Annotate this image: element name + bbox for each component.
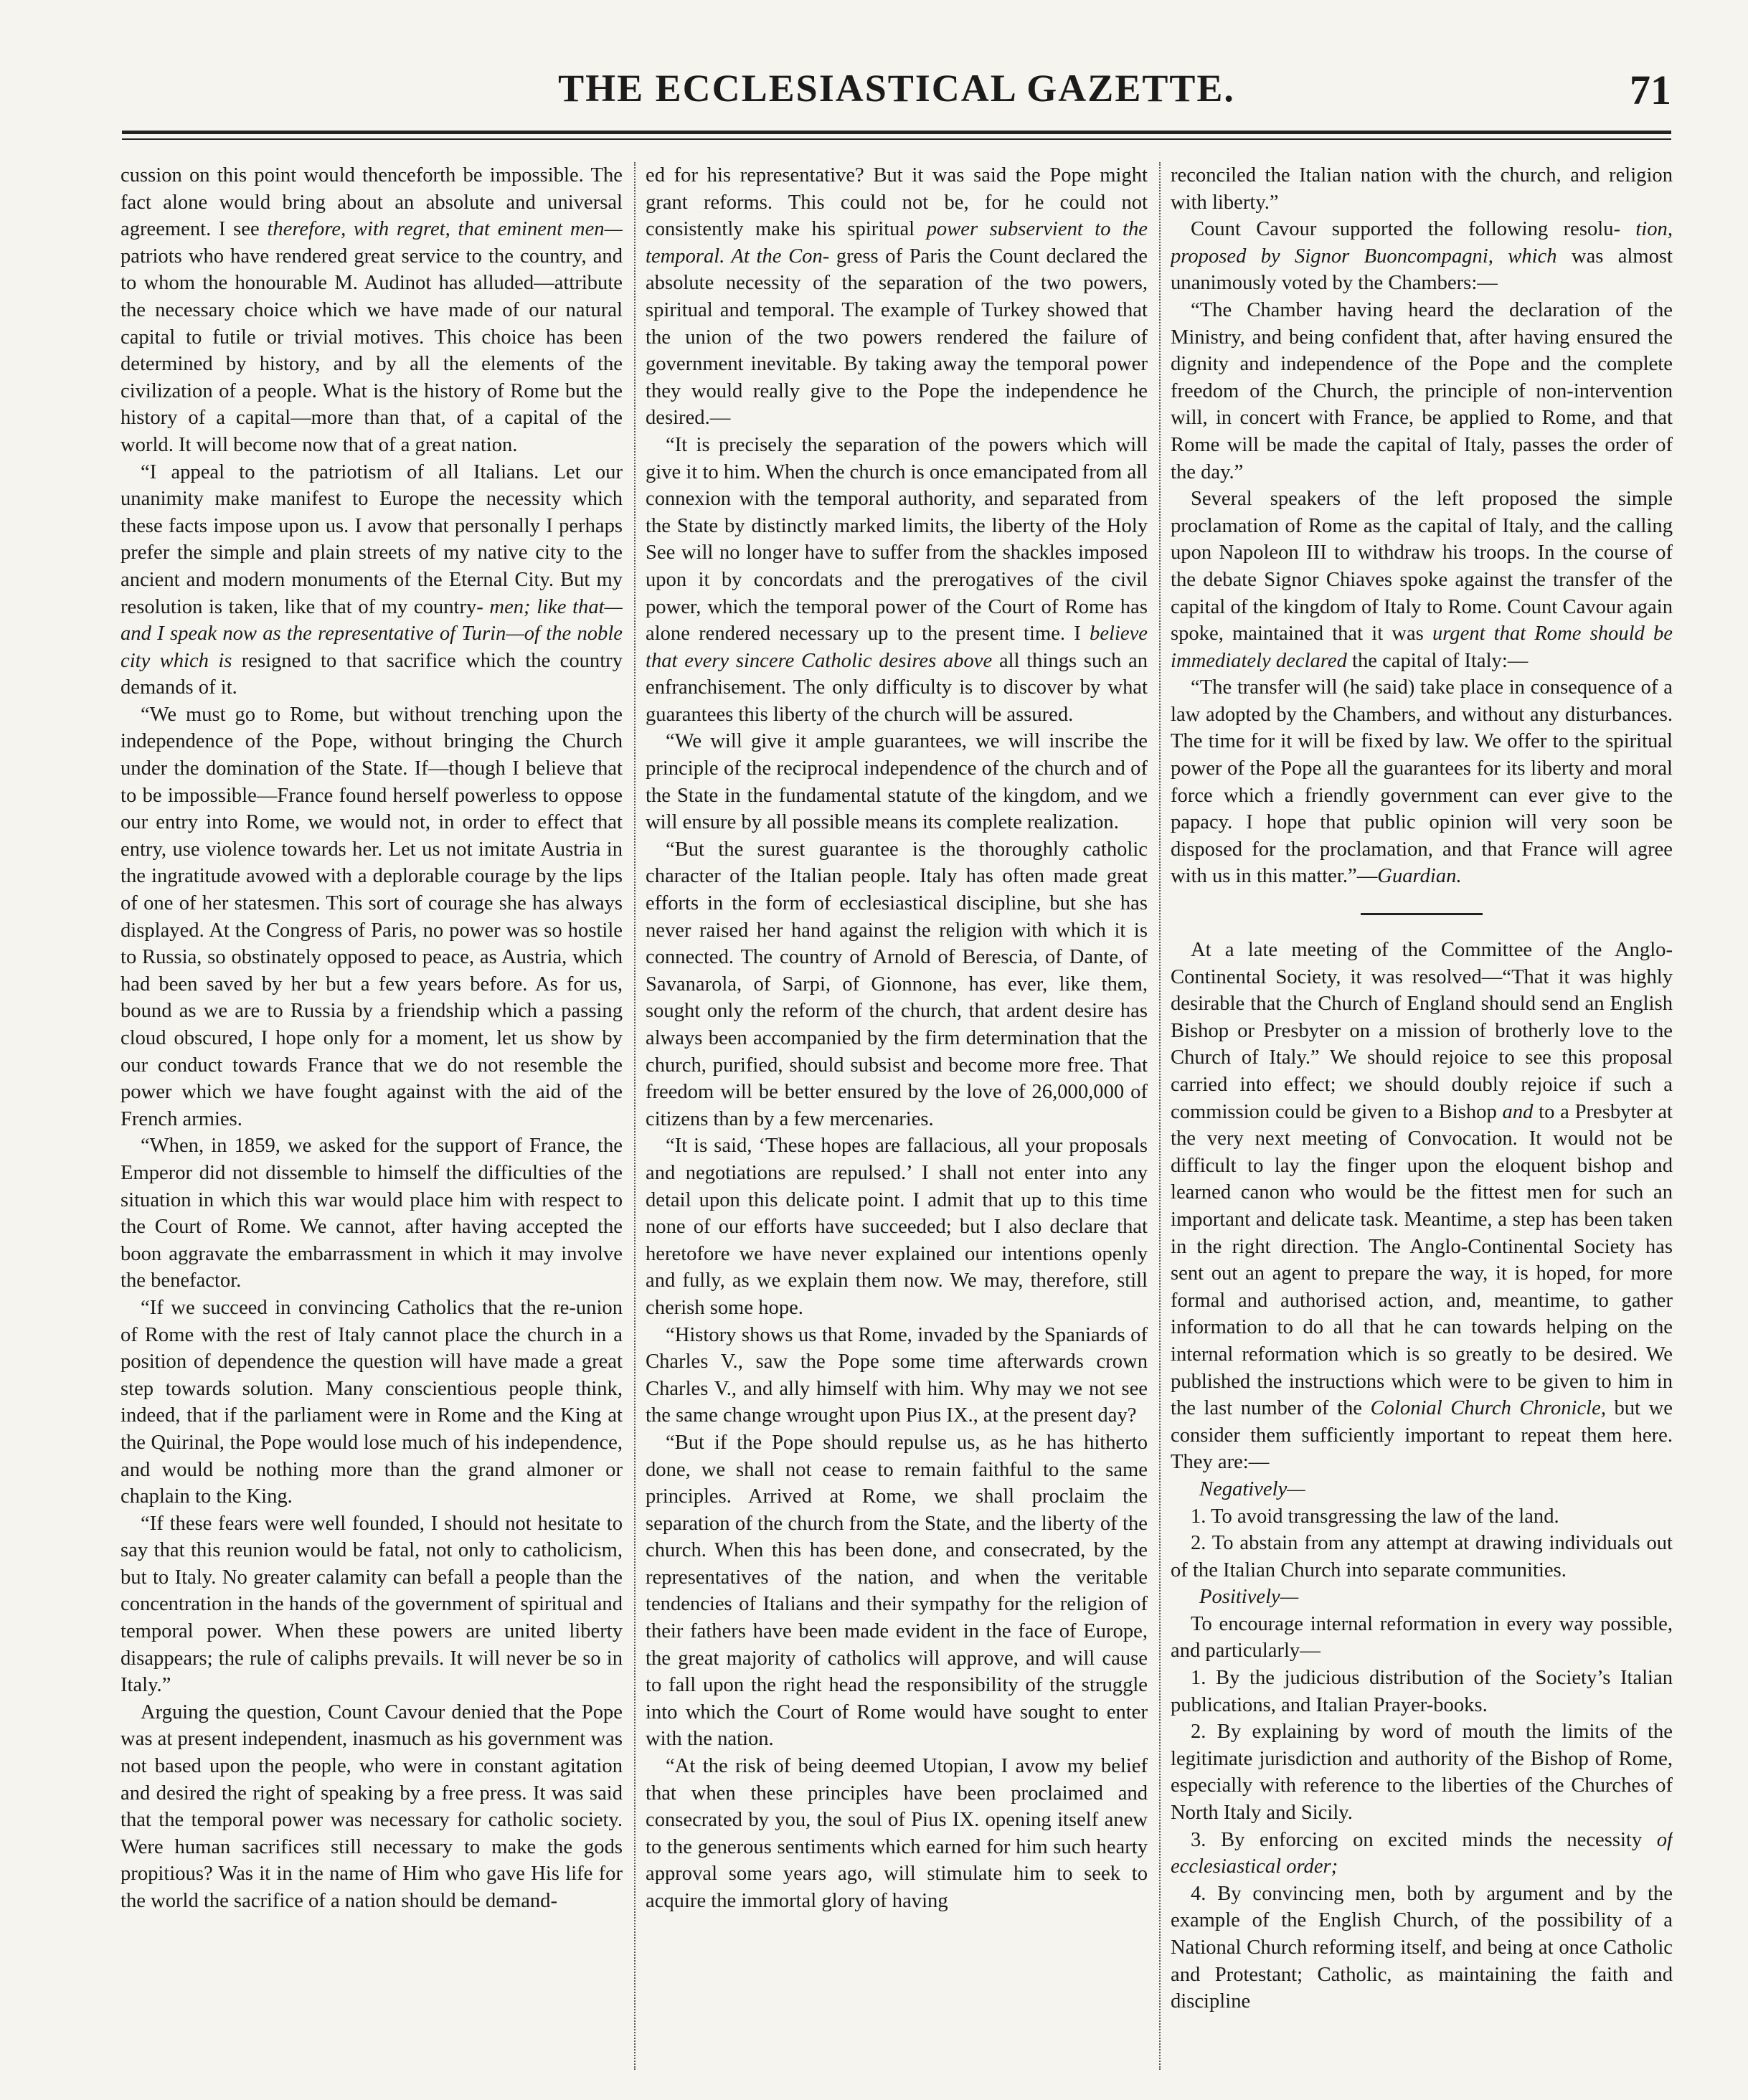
paragraph: Arguing the question, Count Cavour denied that the Pope was at present independent, inasmuch as his government was not based upon the people, who were in constant agitation and desired the right of speaking by a free press. It was said that the temporal power was necessary for catholic society. Were human sacrifices still necessary to make the gods propitious? Was it in the name of Him who gave His life for the world the sacrifice of a nation should be demand- <box>121 1701 623 1912</box>
paragraph: To encourage internal reformation in every way possible, and particularly— <box>1171 1612 1673 1662</box>
list-item: 1. To avoid transgressing the law of the land. <box>1191 1505 1559 1528</box>
paragraph: “We must go to Rome, but without trenching upon the independence of the Pope, without bringing the Church under the domination of the State. If—though I believe that to be impossible—France found herself powerless to oppose our entry into Rome, we would not, in order to effect that entry, use violence towards her. Let us not imitate Austria in the ingratitude avowed with a deplorable courage by the lips of one of her statesmen. This sort of courage she has always displayed. At the Congress of Paris, no power was so hostile to Russia, so obstinately opposed to peace, as Austria, which had been saved by her but a few years before. As for us, bound as we are to Russia by a friendship which a passing cloud obscured, I hope only for a moment, let us show by our conduct towards France that we do not resemble the power which we have fought against with the aid of the French armies. <box>121 703 623 1130</box>
column-divider <box>1159 162 1161 2070</box>
text-run: to a Presbyter at the very next meeting of Convocation. It would not be difficult to lay the finger upon the eloquent bishop and learned canon who would be the fittest men for such an important and delicate task. Meantime, a step has been taken in the right direction. The Anglo-Continental Society has sent out an agent to prepare the way, it is hoped, for more formal and authorised action, and, meantime, to gather information to do all that he can towards helping on the internal reformation which is so greatly to be desired. We published the instructions which were to be given to him in the last number of the <box>1171 1100 1673 1420</box>
source-credit: Guardian. <box>1377 865 1462 888</box>
text-run: “It is precisely the separation of the powers which will give it to him. When the church is once emancipated from all connexion with the temporal authority, and separated from the State by distinctly marked limits, the liberty of the Holy See will no longer have to suffer from the shackles imposed upon it by concordats and the prerogatives of the civil power, which the temporal power of the Court of Rome has alone rendered necessary up to the present time. I <box>646 433 1148 645</box>
text-run: gress of Paris the Count declared the absolute necessity of the separation of the two powers, spiritual and temporal. The example of Turkey showed that the union of the two powers rendered the failure of government inevitable. By taking away the temporal power they would really give to the Pope the independence he desired.— <box>646 245 1148 430</box>
column-3 <box>1171 162 1673 2070</box>
paragraph: “We will give it ample guarantees, we will inscribe the principle of the reciprocal independence of the church and of the State in the fundamental statute of the kingdom, and we will ensure by all possible means its complete realization. <box>646 730 1148 834</box>
section-separator <box>1361 913 1483 915</box>
text-run: and <box>1502 1100 1534 1123</box>
text-run: urgent that Rome should be immediately declared <box>1171 623 1673 672</box>
text-run: believe that every sincere Catholic desires above <box>646 623 1148 672</box>
column-divider <box>634 162 636 2070</box>
text-run: 3. By enforcing on excited minds the necessity <box>1191 1828 1643 1851</box>
paragraph <box>646 432 1148 729</box>
paragraph <box>121 162 623 459</box>
column-1 <box>121 162 623 2070</box>
text-run: ed for his representative? But it was said the Pope might grant reforms. This could not be, for he could not consistently make his spiritual <box>646 164 1148 241</box>
text-run: of ecclesiastical order; <box>1171 1828 1673 1878</box>
text-run: was almost unanimously voted by the Chambers:— <box>1171 245 1673 295</box>
paragraph: “It is said, ‘These hopes are fallacious, all your proposals and negotiations are repulsed.’ I shall not enter into any detail upon this delicate point. I admit that up to this time none of our efforts have succeeded; but I also declare that heretofore we have never explained our intentions openly and fully, as we explain them now. We may, therefore, still cherish some hope. <box>646 1135 1148 1319</box>
running-head <box>122 66 1671 123</box>
list-item <box>1171 1827 1673 1881</box>
header-rule-thin <box>122 138 1671 140</box>
subheading-negatively: Negatively— <box>1199 1477 1305 1500</box>
text-run: “I appeal to the patriotism of all Italians. Let our unanimity make manifest to Europe the necessity which these facts impose upon us. I avow that personally I perhaps prefer the simple and plain streets of my native city to the ancient and modern monuments of the Eternal City. But my resolution is taken, like that of my country- <box>121 460 623 618</box>
text-run: men; like that—and I speak now as the representative of Turin—of the noble city which is <box>121 595 623 672</box>
paragraph <box>1171 674 1673 890</box>
paragraph <box>1171 486 1673 674</box>
text-run: cussion on this point would thenceforth be impossible. The fact alone would bring about an absolute and universal agreement. I see <box>121 164 623 241</box>
list-item: 1. By the judicious distribution of the Society’s Italian publications, and Italian Prayer-books. <box>1171 1667 1673 1716</box>
list-item: 2. To abstain from any attempt at drawing individuals out of the Italian Church into separate communities. <box>1171 1532 1673 1581</box>
text-run: power subservient to the temporal. At the Con- <box>646 218 1148 268</box>
page-number: 71 <box>1630 67 1671 113</box>
text-run: all things such an enfranchisement. The only difficulty is to discover by what guarantees this liberty of the church will be assured. <box>646 649 1148 726</box>
paragraph: reconciled the Italian nation with the church, and religion with liberty.” <box>1171 164 1673 214</box>
paragraph <box>1171 216 1673 297</box>
text-run: resigned to that sacrifice which the country demands of it. <box>121 649 623 699</box>
text-run: tion, proposed by Signor Buoncompagni, which <box>1171 218 1673 268</box>
header-rule <box>122 131 1671 134</box>
resolution-quote: “The Chamber having heard the declaration of the Ministry, and being confident that, after having ensured the dignity and independence of the Pope and the complete freedom of the Church, the principle of non-intervention will, in concert with France, be applied to Rome, and that Rome will be made the capital of Italy, passes the order of the day.” <box>1171 298 1673 483</box>
text-run: therefore, with regret, that eminent men— <box>267 218 623 241</box>
text-run: patriots who have rendered great service to the country, and to whom the honourable M. Audinot has alluded—attribute the necessary choice which we have made of our natural capital to futile or trivial motives. This choice has been determined by history, and by all the elements of the civilization of a people. What is the history of Rome but the history of a capital—more than that, of a capital of the world. It will become now that of a great nation. <box>121 245 623 456</box>
paragraph: “But if the Pope should repulse us, as he has hitherto done, we shall not cease to remain faithful to the same principles. Arrived at Rome, we shall proclaim the separation of the church from the State, and the liberty of the church. When this has been done, and consecrated, by the representatives of the nation, and when the veritable tendencies of Italians and their sympathy for the religion of their fathers have been made evident in the face of Europe, the great majority of catholics will approve, and will cause to fall upon the right head the responsibility of the struggle into which the Court of Rome would have sought to enter with the nation. <box>646 1431 1148 1751</box>
subheading-positively: Positively— <box>1199 1586 1299 1609</box>
text-run: Count Cavour supported the following resolu- <box>1191 218 1621 241</box>
text-run: “The transfer will (he said) take place in consequence of a law adopted by the Chambers, and without any disturbances. The time for it will be fixed by law. We offer to the spiritual power of the Pope all the guarantees for its liberty and moral force which a friendly government can ever give to the papacy. I hope that public opinion will very soon be disposed for the proclamation, and that France will agree with us in this matter.”— <box>1171 676 1673 888</box>
list-item: 4. By convincing men, both by argument and by the example of the English Church, of the possibility of a National Church reforming itself, and being at once Catholic and Protestant; Catholic, as maintaining the faith and discipline <box>1171 1882 1673 2013</box>
text-run: Several speakers of the left proposed the simple proclamation of Rome as the capital of Italy, and the calling upon Napoleon III to withdraw his troops. In the course of the debate Signor Chiaves spoke against the transfer of the capital of the kingdom of Italy to Rome. Count Cavour again spoke, maintained that it was <box>1171 488 1673 645</box>
paragraph: “When, in 1859, we asked for the support of France, the Emperor did not dissemble to himself the difficulties of the situation in which this war would place him with respect to the Court of Rome. We cannot, after having accepted the boon aggravate the embarrassment in which it may involve the benefactor. <box>121 1135 623 1292</box>
article-columns <box>121 162 1673 2070</box>
paragraph <box>121 459 623 701</box>
paragraph: “If we succeed in convincing Catholics that the re-union of Rome with the rest of Italy cannot place the church in a position of dependence the question will have made a great step towards solution. Many conscientious people think, indeed, that if the parliament were in Rome and the King at the Quirinal, the Pope would lose much of his independence, and would be nothing more than the grand almoner or chaplain to the King. <box>121 1296 623 1508</box>
paragraph <box>1171 937 1673 1476</box>
text-run: but we consider them sufficiently important to repeat them here. They are:— <box>1171 1397 1673 1474</box>
paragraph: “If these fears were well founded, I should not hesitate to say that this reunion would be fatal, not only to catholicism, but to Italy. No greater calamity can befall a people than the concentration in the hands of the government of spiritual and temporal power. When these powers are united liberty disappears; the rule of caliphs prevails. It will never be so in Italy.” <box>121 1512 623 1697</box>
text-run: Colonial Church Chronicle, <box>1370 1397 1606 1420</box>
text-run: At a late meeting of the Committee of the Anglo-Continental Society, it was resolved—“That it was highly desirable that the Church of England should send an English Bishop or Presbyter on a mission of brotherly love to the Church of Italy.” We should rejoice to see this proposal carried into effect; we should doubly rejoice if such a commission could be given to a Bishop <box>1171 939 1673 1123</box>
list-item: 2. By explaining by word of mouth the limits of the legitimate jurisdiction and authority of the Bishop of Rome, especially with reference to the liberties of the Churches of North Italy and Sicily. <box>1171 1721 1673 1825</box>
paragraph: “But the surest guarantee is the thoroughly catholic character of the Italian people. Italy has often made great efforts in the form of ecclesiastical discipline, but she has never raised her hand against the religion with which it is connected. The country of Arnold of Berescia, of Dante, of Savanarola, of Sarpi, of Gionnone, has ever, like them, sought only the reform of the church, that ardent desire has always been accompanied by the firm determination that the church, purified, should subsist and become more free. That freedom will be better ensured by the love of 26,000,000 of citizens than by a few mercenaries. <box>646 838 1148 1130</box>
paragraph <box>646 162 1148 432</box>
column-2 <box>646 162 1148 2070</box>
page-title: THE ECCLESIASTICAL GAZETTE. <box>558 67 1235 110</box>
text-run: the capital of Italy:— <box>1352 649 1529 672</box>
paragraph: “History shows us that Rome, invaded by the Spaniards of Charles V., saw the Pope some time afterwards crown Charles V., and ally himself with him. Why may we not see the same change wrought upon Pius IX., at the present day? <box>646 1323 1148 1427</box>
paragraph: “At the risk of being deemed Utopian, I avow my belief that when these principles have been proclaimed and consecrated by you, the soul of Pius IX. opening itself anew to the generous sentiments which earned for him such hearty approval some years ago, will stimulate him to seek to acquire the immortal glory of having <box>646 1755 1148 1912</box>
